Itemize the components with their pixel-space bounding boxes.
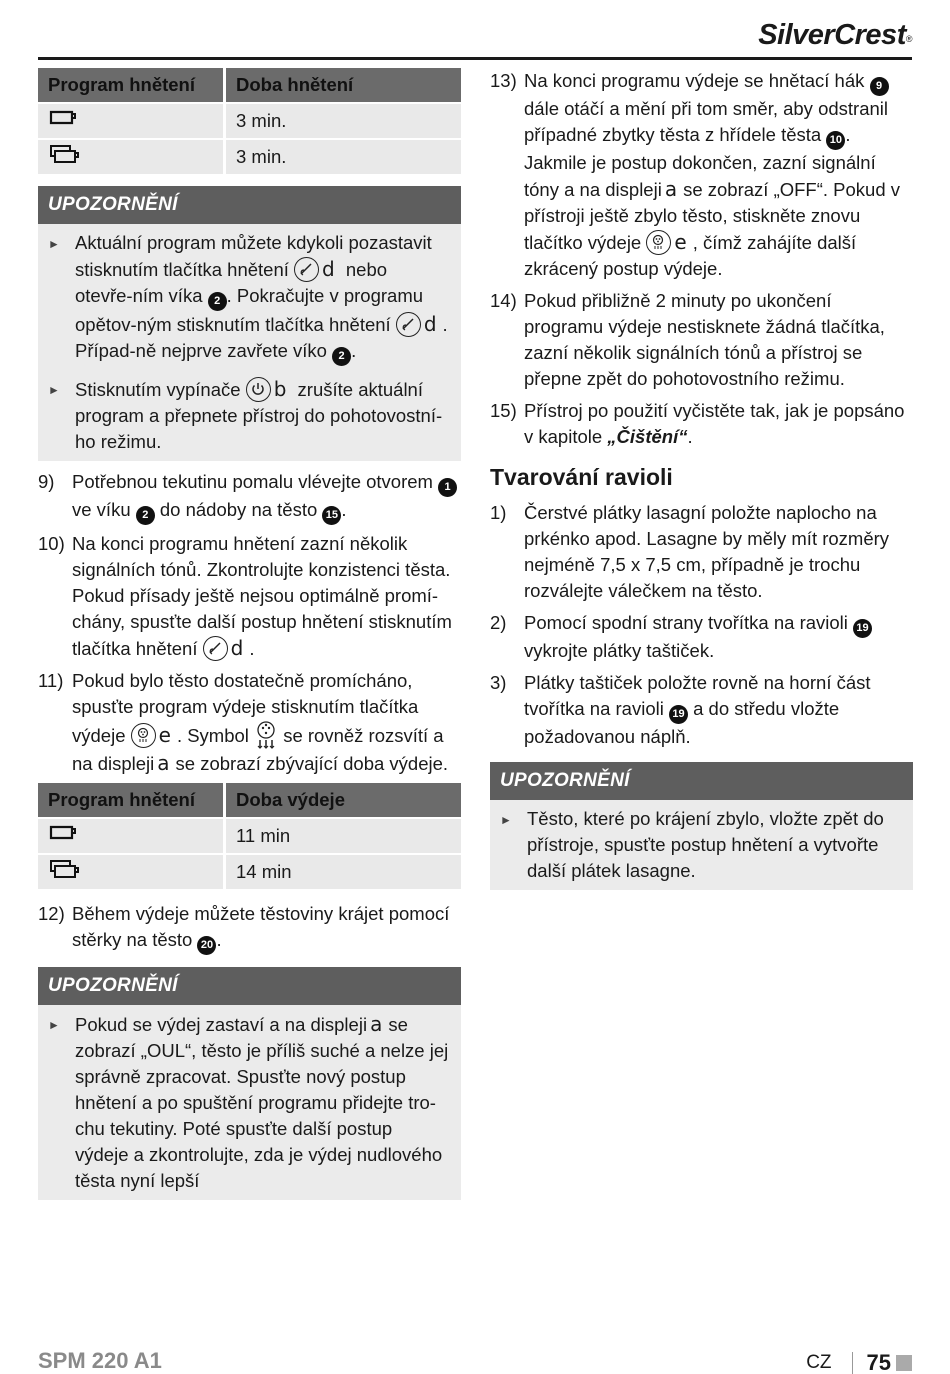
bullet-arrow-icon: ►: [500, 813, 512, 827]
callout-number: 19: [669, 705, 688, 724]
knead-button-icon: [396, 312, 421, 337]
knead-button-icon: [294, 257, 319, 282]
table-row: [38, 102, 461, 138]
callout-number: 10: [826, 131, 845, 150]
dispense-time-table: [38, 783, 461, 889]
table-cell: 3 min.: [226, 102, 461, 138]
callout-number: 2: [136, 506, 155, 525]
callout-number: 15: [322, 506, 341, 525]
table-cell: 11 min: [226, 817, 461, 853]
table-cell: 3 min.: [226, 138, 461, 174]
right-column: [490, 68, 913, 898]
note-title: UPOZORNĚNÍ: [490, 762, 913, 800]
ravioli-step-2: 2) Pomocí spodní strany tvořítka na ravioli 19 vykrojte plátky taštiček.: [490, 610, 913, 664]
table-header: Doba hnětení: [226, 68, 461, 102]
callout-number: 2: [332, 347, 351, 366]
table-row: [38, 817, 461, 853]
bullet-arrow-icon: ►: [48, 383, 60, 397]
callout-number: 2: [208, 292, 227, 311]
brand-logo: SilverCrest®: [758, 19, 912, 51]
note-title: UPOZORNĚNÍ: [38, 186, 461, 224]
callout-number: 20: [197, 936, 216, 955]
table-header: Program hnětení: [38, 68, 226, 102]
list-item: ► Aktuální program můžete kdykoli pozastavit stisknutím tlačítka hnětení d nebo otevře-ním víka 2 . Pokračujte v programu opětov-ným stisknutím tlačítka hnětení d . Případ-ně nejprve zavřete víko 2 .: [48, 230, 449, 366]
step-14: 14) Pokud přibližně 2 minuty po ukončení programu výdeje nestisknete žádná tlačítka, zazní několik signálních tónů a přístroj se přepne zpět do pohotovostního režimu.: [490, 290, 885, 389]
table-header: Doba výdeje: [226, 783, 461, 817]
single-portion-icon: [38, 102, 226, 138]
list-item: ► Pokud se výdej zastaví a na displeji a se zobrazí „OUL“, těsto je příliš suché a nelze jej správně zpracovat. Spusťte nový postup hnětení a po spuštění programu přidejte tro-chu tekutiny. Poté spusťte další postup výdeje a zkontrolujte, zda je výdej nudlového těsta nyní lepší: [48, 1011, 449, 1194]
double-portion-icon: [38, 853, 226, 889]
power-button-icon: [246, 377, 271, 402]
callout-number: 9: [870, 77, 889, 96]
step-13: 13) Na konci programu výdeje se hnětací hák 9 dále otáčí a mění při tom směr, aby odstranil případné zbytky těsta z hřídele těsta 10 . Jakmile je postup dokončen, zazní signální tóny a na displeji a se zobrazí „OFF“. Pokud v přístroji ještě zbylo těsto, stiskněte znovu tlačítko výdeje e , čímž zahájíte další zkrácený postup výdeje.: [490, 70, 901, 279]
ravioli-step-1: 1) Čerstvé plátky lasagní položte naplocho na prkénko apod. Lasagne by měly mít rozměry nejméně 7,5 x 7,5 cm, případně je trochu rozválejte válečkem na těsto.: [490, 502, 890, 601]
table-row: [38, 853, 461, 889]
callout-number: 1: [438, 478, 457, 497]
single-portion-icon: [38, 817, 226, 853]
note-box: [38, 186, 461, 461]
page-number: 75: [866, 1350, 891, 1374]
step-11: 11) Pokud bylo těsto dostatečně promícháno, spusťte program výdeje stisknutím tlačítka výdeje e . Symbol se rovněž rozsvítí a na displeji a se zobrazí zbývající doba výdeje.: [38, 670, 449, 775]
footer-page-info: [806, 1350, 912, 1374]
dispense-symbol-icon: [254, 720, 278, 750]
step-10: 10) Na konci programu hnětení zazní několik signálních tónů. Zkontrolujte konzistenci těsta. Pokud přísady ještě nejsou optimálně promí-chány, spusťte další postup hnětení stisknutím tlačítka hnětení d .: [38, 533, 452, 660]
step-15: 15) Přístroj po použití vyčistěte tak, jak je popsáno v kapitole „Čištění“.: [490, 400, 905, 447]
dispense-button-icon: [646, 230, 671, 255]
note-title: UPOZORNĚNÍ: [38, 967, 461, 1005]
table-cell: 14 min: [226, 853, 461, 889]
callout-number: 19: [853, 619, 872, 638]
footer-model: SPM 220 A1: [38, 1348, 162, 1373]
bullet-arrow-icon: ►: [48, 237, 60, 251]
left-column: [38, 68, 461, 1208]
knead-button-icon: [203, 636, 228, 661]
note-box: [38, 967, 461, 1200]
list-item: ► Stisknutím vypínače b zrušíte aktuální program a přepnete přístroj do pohotovostní-ho režimu.: [48, 376, 449, 455]
table-header: Program hnětení: [38, 783, 226, 817]
dispense-button-icon: [131, 723, 156, 748]
list-item: ► Těsto, které po krájení zbylo, vložte zpět do přístroje, spusťte postup hnětení a vytvořte další plátek lasagne.: [500, 806, 901, 884]
step-12: 12) Během výdeje můžete těstoviny krájet pomocí stěrky na těsto 20 .: [38, 901, 461, 955]
footer-divider: [852, 1352, 853, 1374]
double-portion-icon: [38, 138, 226, 174]
page-square-icon: [896, 1355, 912, 1371]
table-row: [38, 138, 461, 174]
bullet-arrow-icon: ►: [48, 1018, 60, 1032]
section-heading: Tvarování ravioli: [490, 464, 673, 490]
step-9: 9) Potřebnou tekutinu pomalu vlévejte otvorem 1 ve víku 2 do nádoby na těsto 15 .: [38, 469, 461, 525]
note-box: [490, 762, 913, 890]
ravioli-step-3: 3) Plátky taštiček položte rovně na horní část tvořítka na ravioli 19 a do středu vložte požadovanou náplň.: [490, 672, 871, 747]
kneading-time-table: [38, 68, 461, 174]
header-rule: [38, 57, 912, 60]
footer-language: CZ: [806, 1352, 832, 1373]
